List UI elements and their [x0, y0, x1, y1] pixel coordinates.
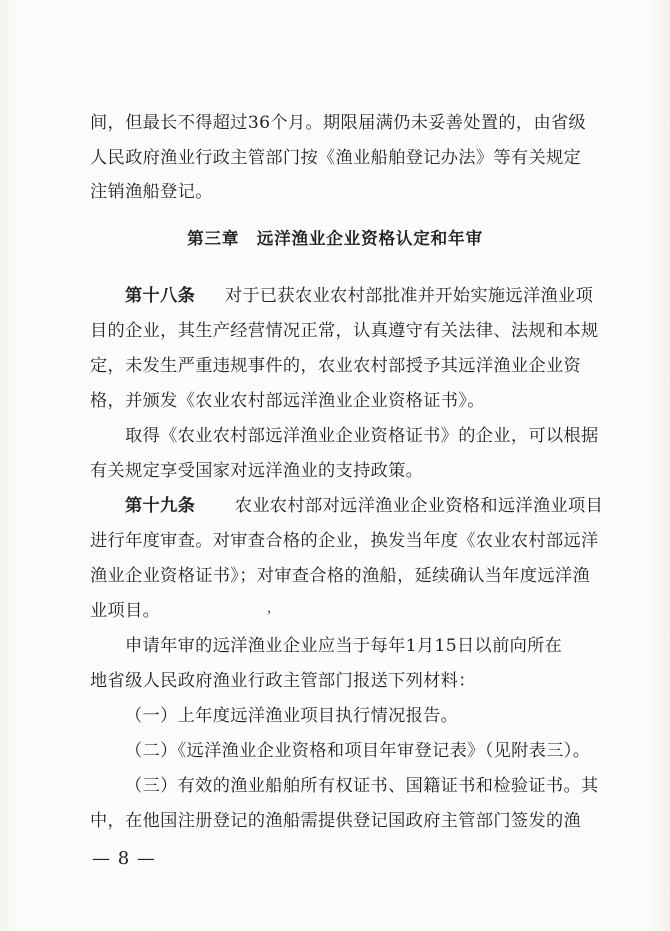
page-number: — 8 — [92, 848, 156, 869]
list-item-1: （一）上年度远洋渔业项目执行情况报告。 [125, 706, 459, 726]
paragraph-3-line-1: 申请年审的远洋渔业企业应当于每年1月15日以前向所在 [125, 636, 563, 656]
article-19-line-1 [125, 498, 603, 515]
paragraph-1-line-3: 注销渔船登记。 [90, 182, 213, 202]
article-19-text-1: 农业农村部对远洋渔业企业资格和远洋渔业项目 [234, 496, 604, 516]
article-19-line-2: 进行年度审查。对审查合格的企业，换发当年度《农业农村部远洋 [90, 531, 599, 551]
article-18-line-3: 定，未发生严重违规事件的，农业农村部授予其远洋渔业企业资 [90, 356, 582, 376]
article-18-text-1: 对于已获农业农村部批准并开始实施远洋渔业项 [224, 286, 594, 306]
article-19-label: 第十九条 [125, 496, 196, 516]
chapter-title: 第三章 远洋渔业企业资格认定和年审 [187, 229, 483, 248]
list-item-3-line-1: （三）有效的渔业船舶所有权证书、国籍证书和检验证书。其 [125, 776, 599, 796]
article-18-line-1 [125, 288, 593, 305]
paragraph-1-line-1: 间，但最长不得超过36个月。期限届满仍未妥善处置的，由省级 [90, 113, 587, 133]
article-18-label: 第十八条 [125, 286, 196, 306]
paragraph-2-line-2: 有关规定享受国家对远洋渔业的支持政策。 [90, 461, 424, 481]
paragraph-3-line-2: 地省级人民政府渔业行政主管部门报送下列材料： [90, 671, 476, 691]
article-19-line-4: 业项目。 [90, 601, 161, 621]
paragraph-2-line-1: 取得《农业农村部远洋渔业企业资格证书》的企业，可以根据 [125, 426, 599, 446]
stray-mark: ， [267, 601, 281, 616]
list-item-2: （二）《远洋渔业企业资格和项目年审登记表》（见附表三）。 [125, 741, 591, 761]
article-19-line-3: 渔业企业资格证书》；对审查合格的渔船，延续确认当年度远洋渔 [90, 566, 590, 586]
paragraph-1-line-2: 人民政府渔业行政主管部门按《渔业船舶登记办法》等有关规定 [90, 148, 582, 168]
article-18-line-4: 格，并颁发《农业农村部远洋渔业企业资格证书》。 [90, 391, 485, 411]
list-item-3-line-2: 中，在他国注册登记的渔船需提供登记国政府主管部门签发的渔 [90, 811, 582, 831]
article-18-line-2: 目的企业，其生产经营情况正常，认真遵守有关法律、法规和本规 [90, 321, 599, 341]
